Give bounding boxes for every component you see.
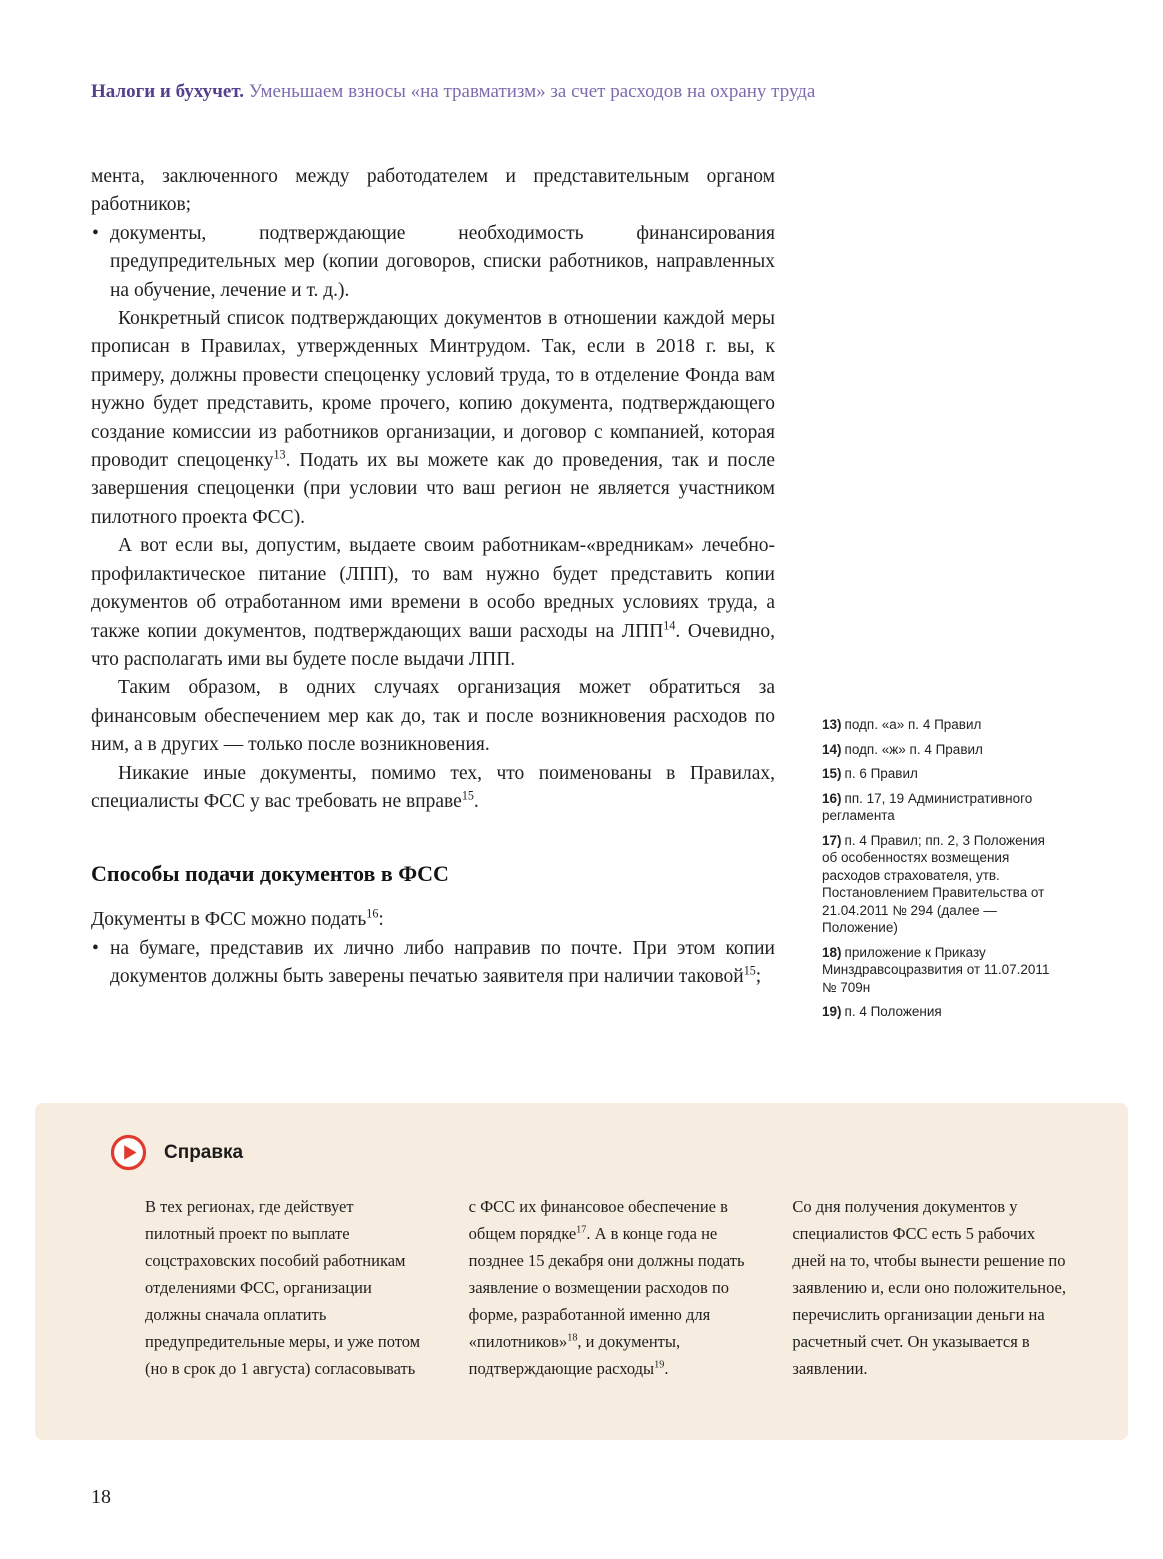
reference-box-title: Справка — [164, 1141, 244, 1163]
page-header — [91, 80, 1091, 105]
article-running-title: Уменьшаем взносы «на травматизм» за счет расходов на охрану труда — [248, 81, 816, 102]
play-icon — [110, 1134, 147, 1171]
body-paragraph: Таким образом, в одних случаях организация может обратиться за финансовым обеспечением мер как до, так и после возникновения расходов по ним, а в других — только после возникновения. — [91, 677, 775, 756]
footnote-text: подп. «а» п. 4 Правил — [844, 717, 982, 732]
section-heading: Способы подачи документов в ФСС — [91, 861, 449, 887]
footnote-item — [822, 741, 1054, 759]
footnote-number: 19) — [822, 1004, 842, 1019]
bullet-paragraph: • документы, подтверждающие необходимость финансирования предупредительных мер (копии договоров, списки работников, направленных на обучение, лечение и т. д.). — [91, 220, 775, 305]
footnote-text: приложение к Приказу Минздравсоцразвития от 11.07.2011 № 709н — [822, 944, 1050, 995]
footnote-text: п. 6 Правил — [844, 766, 918, 781]
footnotes-sidebar — [822, 716, 1054, 1028]
footnote-number: 14) — [822, 741, 842, 757]
reference-column: В тех регионах, где действует пилотный проект по выплате соцстраховских пособий работникам отделениями ФСС, организации должны сначала оплатить предупредительные меры, и уже потом (но в срок до 1 августа) согласовывать — [145, 1197, 421, 1378]
footnote-item — [822, 716, 1054, 734]
footnote-item — [822, 944, 1054, 997]
body-paragraph: Конкретный список подтверждающих документов в отношении каждой меры прописан в Правилах, утвержденных Минтрудом. Так, если в 2018 г. вы, к примеру, должны провести спецоценку условий труда, то в отделение Фонда вам нужно будет представить, кроме прочего, копию документа, подтверждающего создание комиссии из работников организации, и договор с компанией, которая проводит спецоценку$^{13}$. Подать их вы можете как до проведения, так и после завершения спецоценки (при условии что ваш регион не является участником пилотного проекта ФСС). — [91, 308, 776, 528]
footnote-number: 18) — [822, 944, 842, 960]
body-paragraph: мента, заключенного между работодателем и представительным органом работников; — [91, 166, 775, 216]
footnote-number: 17) — [822, 832, 842, 848]
reference-box — [35, 1103, 1128, 1440]
body-paragraph: Документы в ФСС можно подать$^{16}$: — [91, 906, 384, 931]
footnote-number: 13) — [822, 717, 842, 732]
footnote-item — [822, 790, 1054, 825]
reference-columns — [145, 1193, 1070, 1382]
footnote-item — [822, 765, 1054, 783]
footnote-text: п. 4 Правил; пп. 2, 3 Положения об особенностях возмещения расходов страхователя, утв. Постановлением Правительства от 21.04.2011 № 294 (далее — Положение) — [822, 832, 1045, 935]
footnote-number: 15) — [822, 766, 842, 781]
footnote-number: 16) — [822, 790, 842, 806]
reference-column: с ФСС их финансовое обеспечение в общем порядке$^{17}$. А в конце года не позднее 15 декабря они должны подать заявление о возмещении расходов по форме, разработанной именно для «пилотников»$^{18}$, и документы, подтверждающие расходы$^{19}$. — [468, 1197, 745, 1378]
page-number: 18 — [91, 1486, 111, 1508]
reference-box-header — [110, 1134, 1128, 1171]
reference-column: Со дня получения документов у специалистов ФСС есть 5 рабочих дней на то, чтобы вынести решение по заявлению и, если оно положительное, перечислить организации деньги на расчетный счет. Он указывается в заявлении. — [792, 1197, 1066, 1378]
bullet-paragraph: • на бумаге, представив их лично либо направив по почте. При этом копии документов должны быть заверены печатью заявителя при наличии таковой$^{15}$; — [91, 935, 775, 992]
rubric-name: Налоги и бухучет. — [91, 81, 244, 102]
body-paragraph: Никакие иные документы, помимо тех, что поименованы в Правилах, специалисты ФСС у вас требовать не вправе$^{15}$. — [91, 762, 775, 812]
footnote-item — [822, 832, 1054, 937]
body-paragraph: А вот если вы, допустим, выдаете своим работникам-«вредникам» лечебно-профилактическое питание (ЛПП), то вам нужно будет представить копии документов об отработанном ими времени в особо вредных условиях труда, а также копии документов, подтверждающих ваши расходы на ЛПП$^{14}$. Очевидно, что располагать ими вы будете после выдачи ЛПП. — [91, 535, 775, 670]
footnote-item — [822, 1003, 1054, 1021]
footnote-text: п. 4 Положения — [844, 1004, 942, 1019]
footnote-text: пп. 17, 19 Административного регламента — [822, 790, 1033, 823]
article-body — [91, 163, 775, 992]
footnote-text: подп. «ж» п. 4 Правил — [844, 741, 983, 757]
